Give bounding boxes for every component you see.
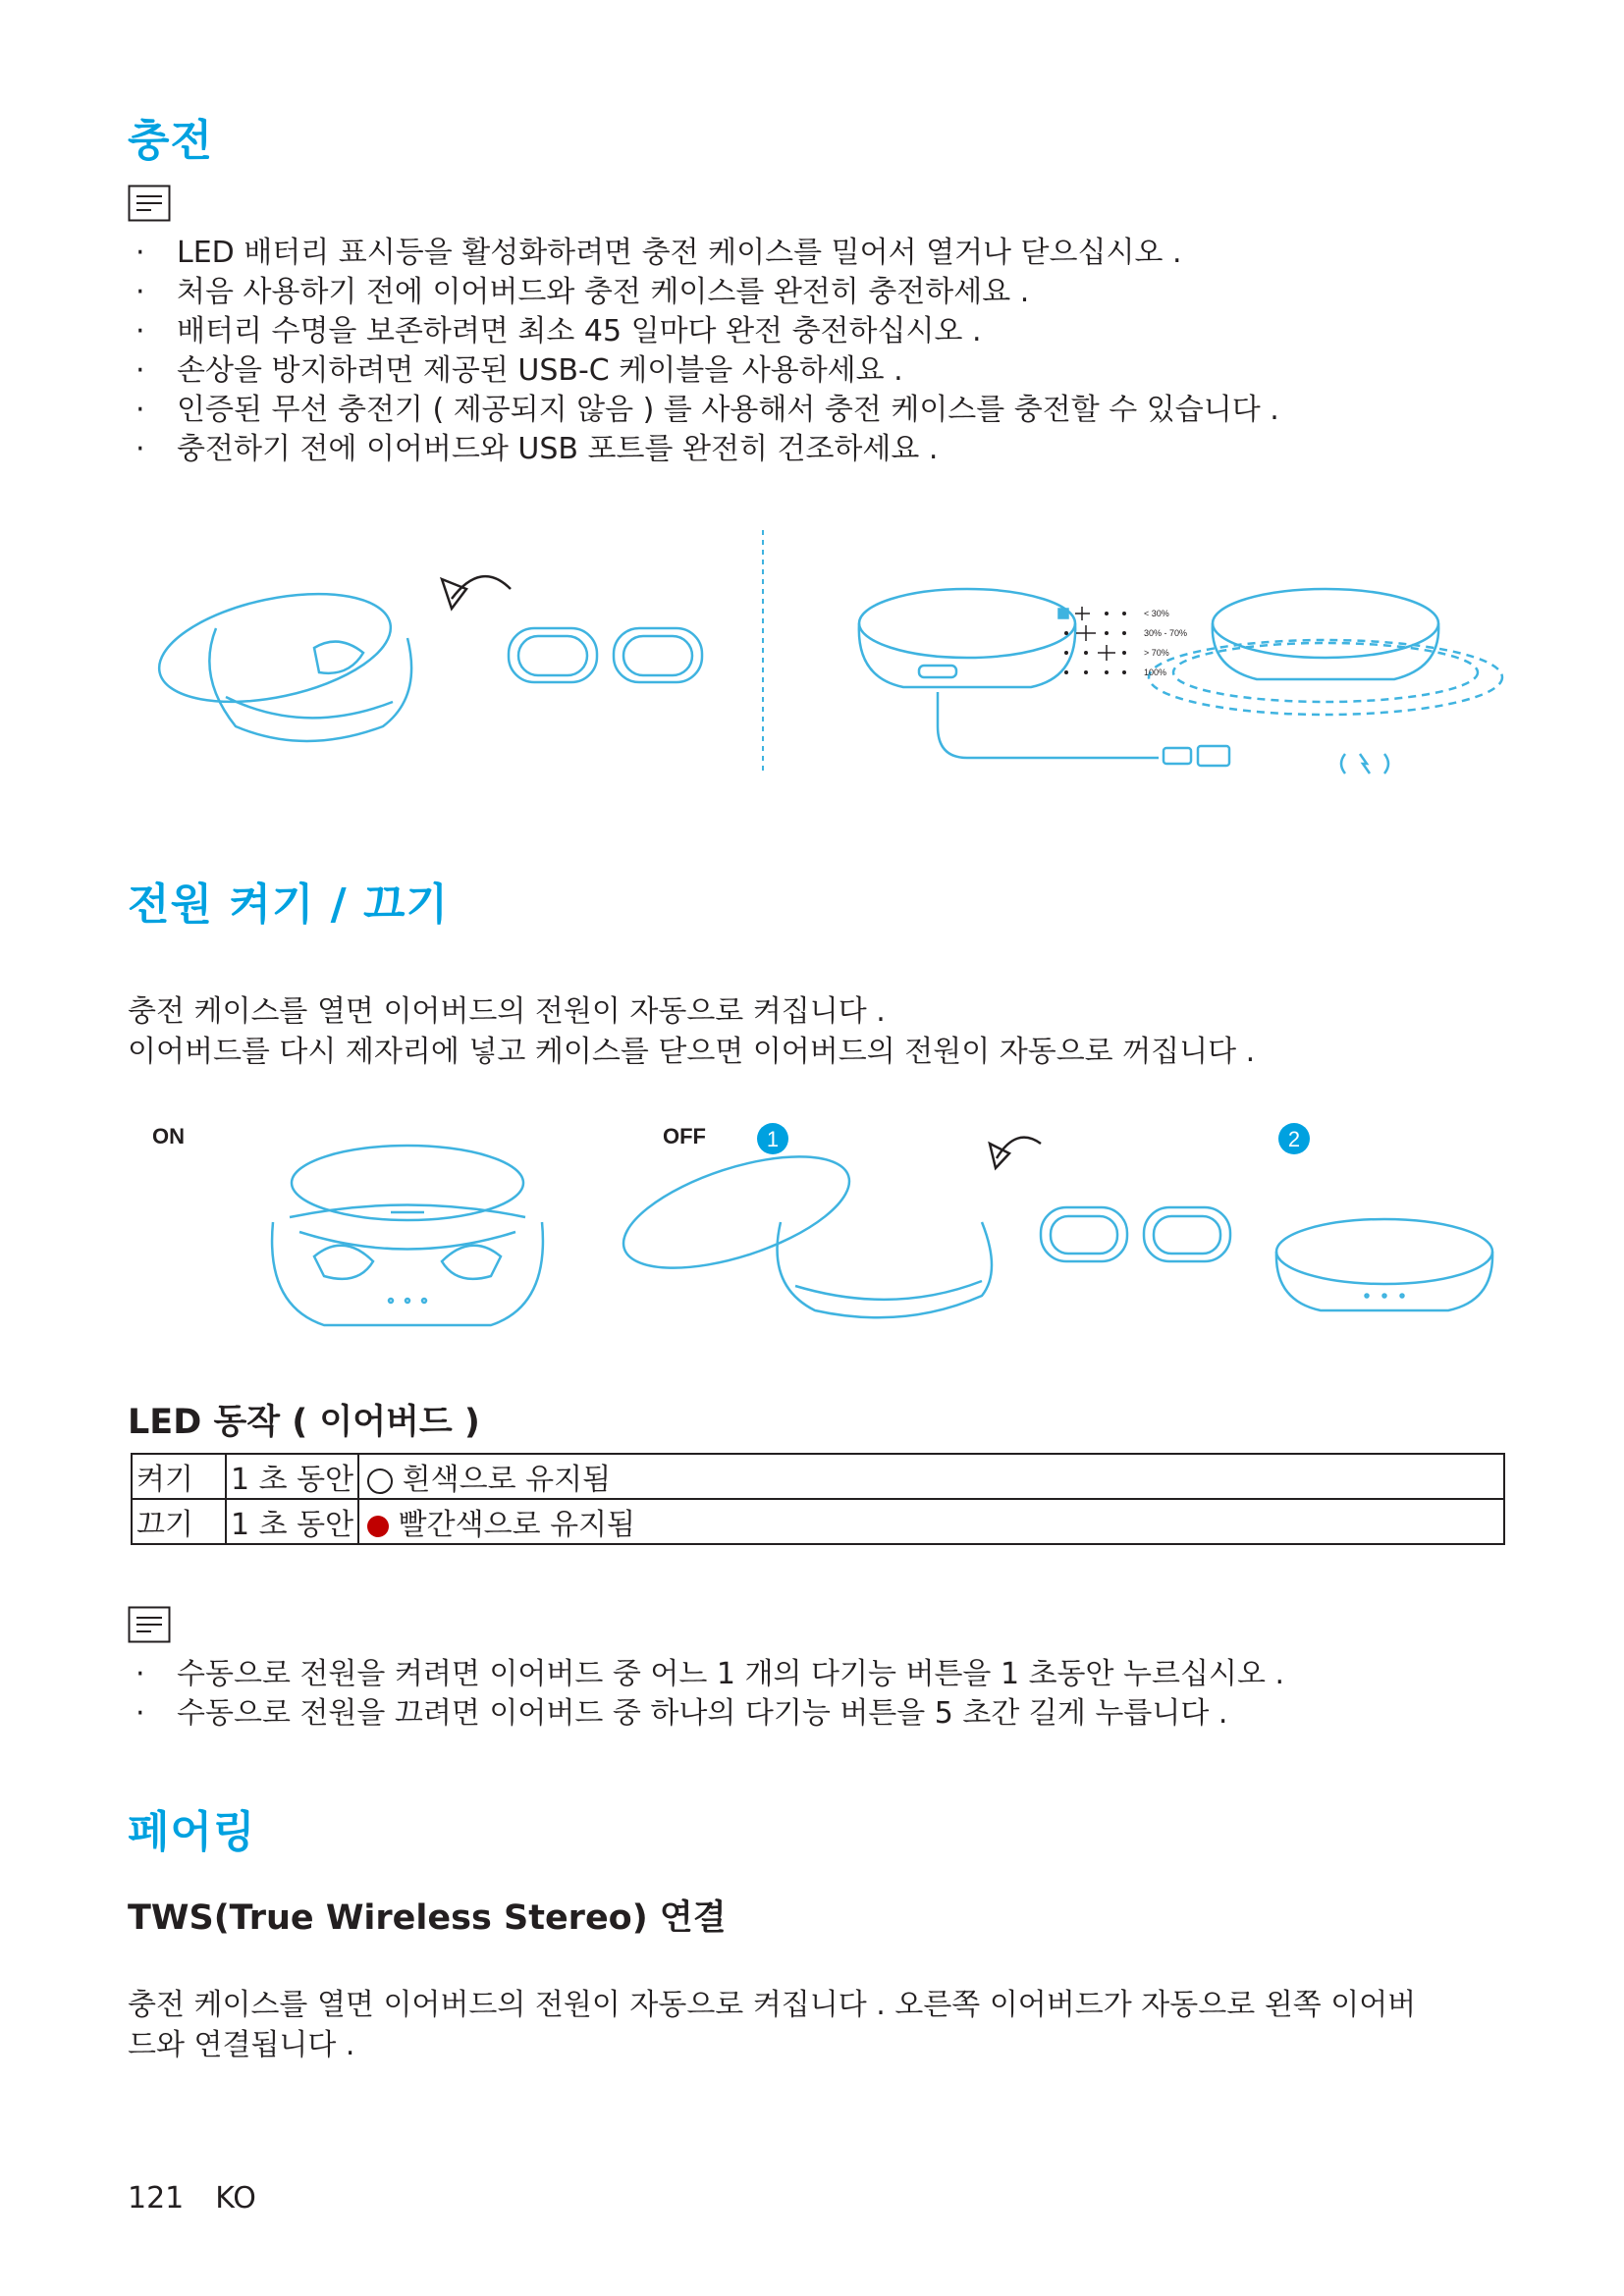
case-body	[209, 628, 411, 741]
list-item: · LED 배터리 표시등을 활성화하려면 충전 케이스를 밀어서 열거나 닫으십시오 .	[128, 234, 1279, 273]
list-item: · 배터리 수명을 보존하려면 최소 45 일마다 완전 충전하십시오 .	[128, 312, 1279, 351]
led-description-cell	[358, 1499, 1504, 1544]
table-row	[132, 1454, 1504, 1499]
on-label: ON	[152, 1124, 185, 1148]
led-description: 빨간색으로 유지됨	[398, 1508, 636, 1542]
note-icon	[128, 185, 171, 222]
step-2-number: 2	[1287, 1127, 1301, 1151]
charging-diagram	[128, 530, 1522, 785]
led-duration: 1 초 동안	[231, 1463, 354, 1497]
off-label: OFF	[663, 1124, 706, 1148]
led-behavior-table	[131, 1453, 1505, 1545]
battery-level-label: < 30%	[1144, 609, 1169, 618]
section-title-power: 전원 켜기 / 끄기	[128, 880, 450, 930]
power-diagram	[128, 1114, 1522, 1355]
power-paragraph: 이어버드를 다시 제자리에 넣고 케이스를 닫으면 이어버드의 전원이 자동으로 꺼집니다 .	[128, 1035, 1256, 1069]
list-item: · 인증된 무선 충전기 ( 제공되지 않음 ) 를 사용해서 충전 케이스를 충전할 수 있습니다 .	[128, 391, 1279, 430]
led-table-title: LED 동작 ( 이어버드 )	[128, 1403, 480, 1442]
step-1-number: 1	[766, 1127, 780, 1151]
battery-level-label: > 70%	[1144, 648, 1169, 658]
section-title-pairing: 페어링	[128, 1807, 256, 1857]
charging-illustration	[128, 530, 1522, 785]
battery-level-label: 100%	[1144, 667, 1167, 677]
led-description: 흰색으로 유지됨	[402, 1463, 612, 1497]
table-row	[132, 1499, 1504, 1544]
led-state: 켜기	[132, 1454, 226, 1499]
list-item: · 수동으로 전원을 끄려면 이어버드 중 하나의 다기능 버튼을 5 초간 길게 누릅니다 .	[128, 1694, 1284, 1734]
led-state: 끄기	[132, 1499, 226, 1544]
power-illustration	[128, 1114, 1522, 1355]
power-paragraph: 충전 케이스를 열면 이어버드의 전원이 자동으로 켜집니다 .	[128, 994, 886, 1029]
power-notes	[128, 1655, 1284, 1734]
list-item: · 손상을 방지하려면 제공된 USB-C 케이블을 사용하세요 .	[128, 351, 1279, 391]
pairing-paragraph: 드와 연결됩니다 .	[128, 2028, 355, 2062]
section-title-charging: 충전	[128, 116, 214, 166]
note-icon	[128, 1606, 171, 1643]
led-duration: 1 초 동안	[231, 1508, 354, 1542]
language-code: KO	[215, 2181, 256, 2216]
step-2-badge	[1278, 1123, 1310, 1154]
led-red-indicator-icon	[367, 1516, 389, 1537]
list-item: · 수동으로 전원을 켜려면 이어버드 중 어느 1 개의 다기능 버튼을 1 초동안 누르십시오 .	[128, 1655, 1284, 1694]
case-lid	[149, 575, 401, 721]
page-footer	[128, 2181, 288, 2216]
step-1-badge	[757, 1123, 788, 1154]
battery-level-label: 30% - 70%	[1144, 628, 1188, 638]
led-description-cell	[358, 1454, 1504, 1499]
led-duration-cell	[226, 1454, 358, 1499]
list-item: · 처음 사용하기 전에 이어버드와 충전 케이스를 완전히 충전하세요 .	[128, 273, 1279, 312]
pairing-subtitle: TWS(True Wireless Stereo) 연결	[128, 1898, 727, 1938]
led-duration-cell	[226, 1499, 358, 1544]
led-white-indicator-icon	[367, 1468, 393, 1494]
page-number: 121	[128, 2181, 185, 2216]
pairing-paragraph: 충전 케이스를 열면 이어버드의 전원이 자동으로 켜집니다 . 오른쪽 이어버드가 자동으로 왼쪽 이어버	[128, 1988, 1417, 2022]
charging-notes	[128, 234, 1279, 469]
list-item: · 충전하기 전에 이어버드와 USB 포트를 완전히 건조하세요 .	[128, 430, 1279, 469]
